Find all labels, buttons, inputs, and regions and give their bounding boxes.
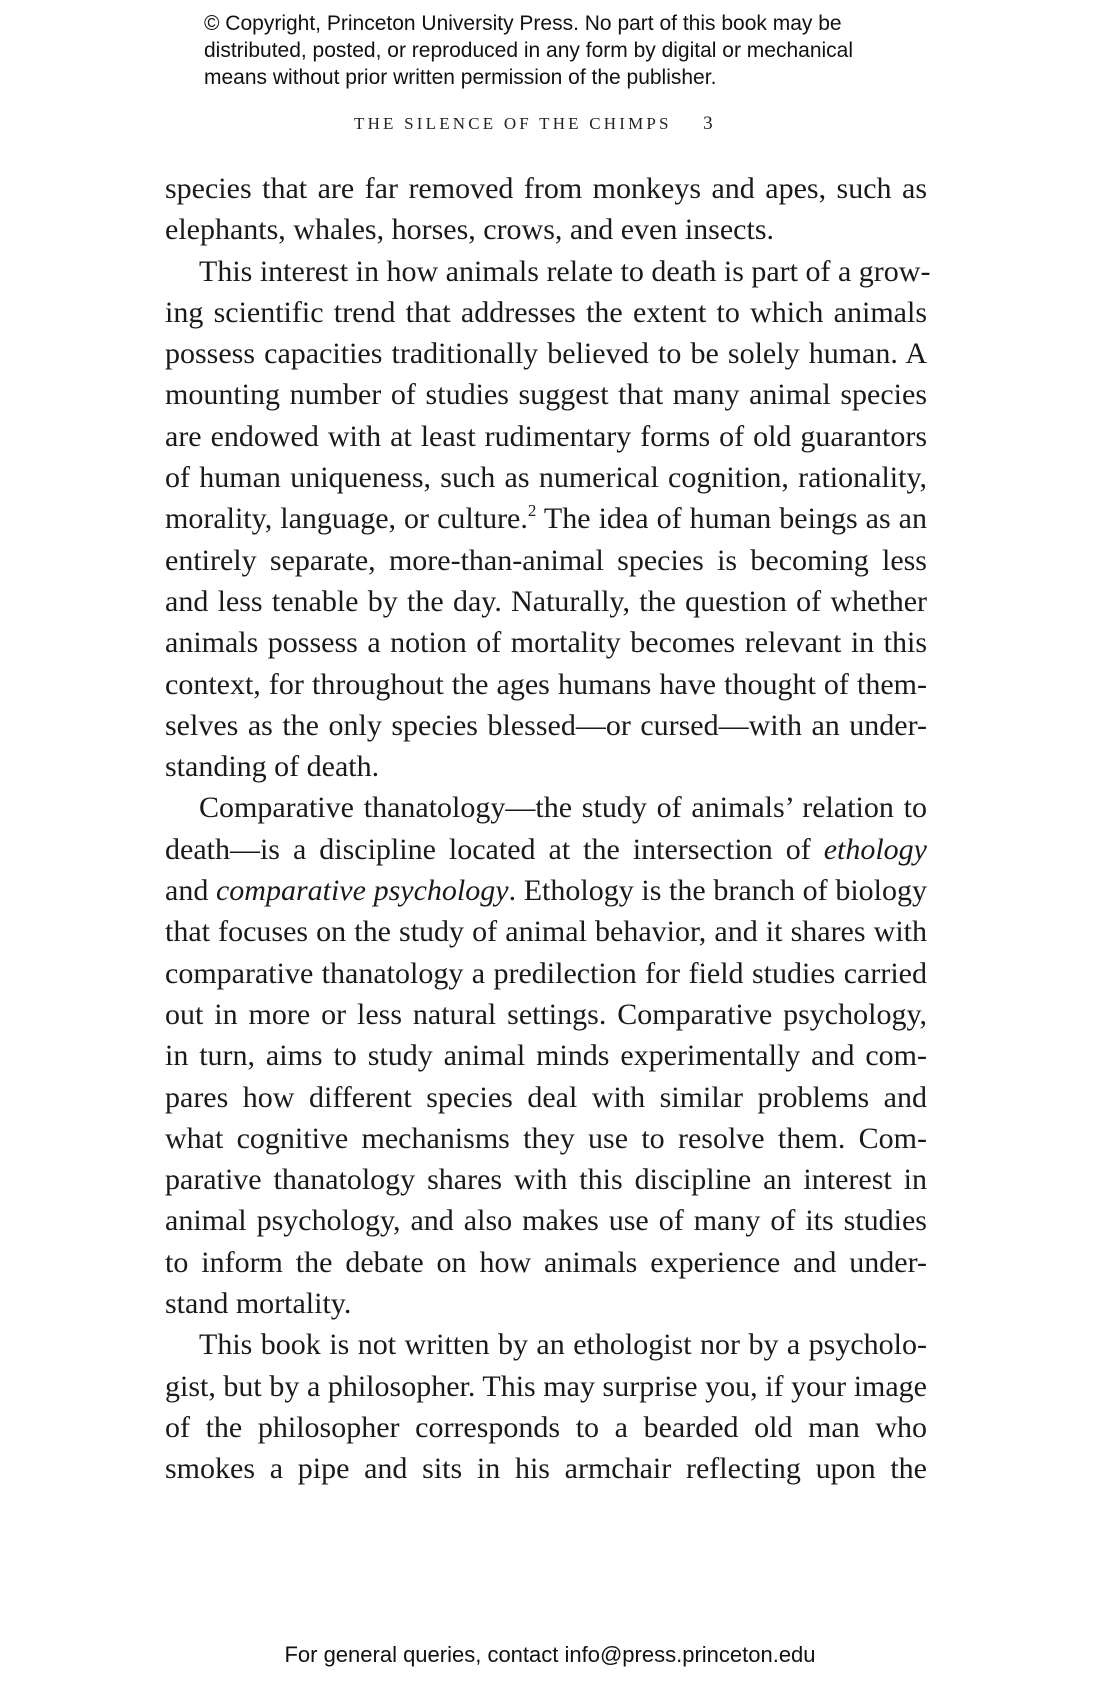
copyright-notice — [204, 10, 964, 91]
text-fragment: The idea of human beings as an — [536, 502, 927, 536]
emphasis-ethology: ethology — [823, 832, 927, 866]
text-line: out in more or less natural settings. Comparative psychology, — [165, 997, 927, 1031]
text-line: animals possess a notion of mortality becomes relevant in this — [165, 626, 927, 660]
text-line — [165, 870, 927, 911]
text-line: selves as the only species blessed—or cursed—with an under- — [165, 708, 927, 742]
text-line: and less tenable by the day. Naturally, the question of whether — [165, 584, 927, 618]
text-line: comparative thanatology a predilection for field studies carried — [165, 956, 927, 990]
text-fragment: morality, language, or culture. — [165, 502, 528, 536]
text-fragment: and — [165, 874, 216, 908]
text-line: mounting number of studies suggest that many animal species — [165, 378, 927, 412]
text-line: Comparative thanatology—the study of animals’ relation to — [199, 791, 927, 825]
text-line: ing scientific trend that addresses the extent to which animals — [165, 295, 927, 329]
text-line: in turn, aims to study animal minds experimentally and com- — [165, 1039, 927, 1073]
emphasis-comparative-psychology: comparative psychology — [215, 874, 509, 908]
text-line: parative thanatology shares with this discipline an interest in — [165, 1163, 927, 1197]
footnote-reference: 2 — [527, 501, 537, 521]
text-line: context, for throughout the ages humans have thought of them- — [165, 667, 927, 701]
text-fragment: . Ethology is the branch of biology — [508, 874, 927, 908]
footer-contact: For general queries, contact info@press.princeton.edu — [284, 1642, 816, 1667]
page-number: 3 — [703, 113, 713, 134]
text-line: This interest in how animals relate to death is part of a grow- — [199, 254, 931, 288]
copyright-line: © Copyright, Princeton University Press. No part of this book may be — [204, 12, 842, 35]
text-line: smokes a pipe and sits in his armchair reflecting upon the — [165, 1452, 927, 1486]
text-fragment: death—is a discipline located at the intersection of — [165, 832, 824, 866]
text-line: possess capacities traditionally believed to be solely human. A — [165, 337, 927, 371]
text-line: This book is not written by an ethologist nor by a psycholo- — [199, 1328, 927, 1362]
text-line: what cognitive mechanisms they use to resolve them. Com- — [165, 1121, 927, 1155]
text-line: pares how different species deal with similar problems and — [165, 1080, 927, 1114]
text-line: to inform the debate on how animals experience and under- — [165, 1245, 927, 1279]
copyright-line: distributed, posted, or reproduced in any form by digital or mechanical — [204, 39, 854, 62]
text-line: of the philosopher corresponds to a bearded old man who — [165, 1410, 927, 1444]
body-text — [165, 168, 931, 1490]
text-line: entirely separate, more-than-animal species is becoming less — [165, 543, 927, 577]
text-line: animal psychology, and also makes use of many of its studies — [165, 1204, 927, 1238]
text-line: are endowed with at least rudimentary forms of old guarantors — [165, 419, 927, 453]
text-line: elephants, whales, horses, crows, and even insects. — [165, 213, 774, 247]
text-line: that focuses on the study of animal behavior, and it shares with — [165, 915, 927, 949]
running-head — [354, 113, 713, 135]
text-line: species that are far removed from monkeys and apes, such as — [165, 172, 927, 205]
text-line — [165, 498, 927, 539]
text-line: stand mortality. — [165, 1287, 352, 1321]
copyright-line: means without prior written permission of the publisher. — [204, 66, 717, 89]
text-line: gist, but by a philosopher. This may surprise you, if your image — [165, 1369, 927, 1403]
running-head-title: THE SILENCE OF THE CHIMPS — [354, 114, 672, 133]
text-line: standing of death. — [165, 750, 380, 784]
text-line — [165, 829, 927, 870]
text-line: of human uniqueness, such as numerical cognition, rationality, — [165, 461, 927, 495]
